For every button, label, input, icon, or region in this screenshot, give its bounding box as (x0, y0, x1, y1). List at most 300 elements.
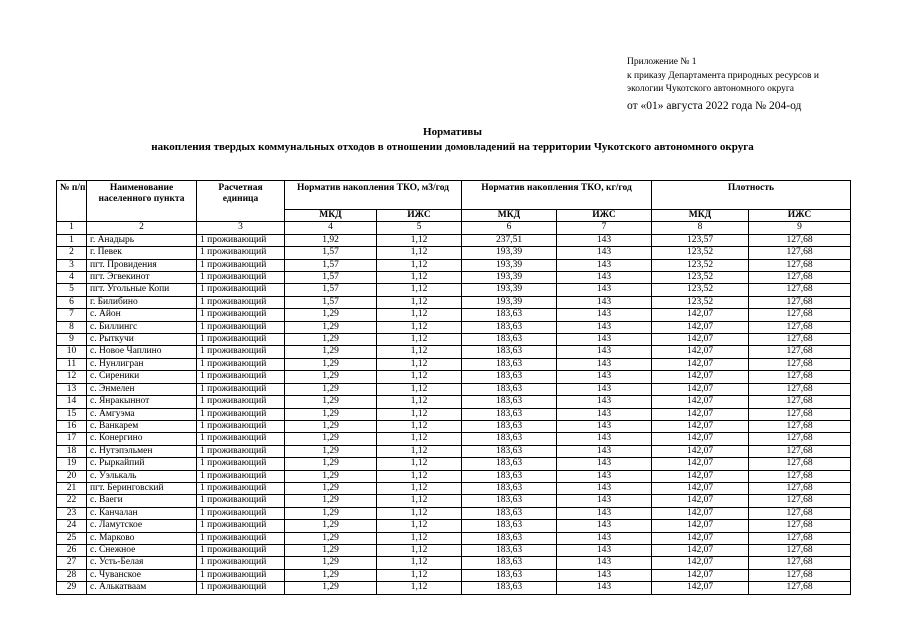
norm-kg-mkd: 183,63 (462, 495, 557, 507)
norm-kg-izhs: 143 (557, 321, 652, 333)
table-row (57, 284, 851, 296)
row-number: 2 (57, 247, 87, 259)
density-mkd: 123,52 (652, 272, 749, 284)
density-mkd: 142,07 (652, 507, 749, 519)
norm-m3-mkd: 1,29 (285, 309, 377, 321)
row-number: 27 (57, 557, 87, 569)
norm-m3-izhs: 1,12 (377, 296, 462, 308)
density-izhs: 127,68 (749, 296, 851, 308)
norm-kg-izhs: 143 (557, 234, 652, 246)
density-mkd: 123,52 (652, 247, 749, 259)
norm-kg-izhs: 143 (557, 470, 652, 482)
density-mkd: 123,52 (652, 259, 749, 271)
norm-m3-izhs: 1,12 (377, 259, 462, 271)
calc-unit: 1 проживающий (197, 520, 285, 532)
norm-m3-mkd: 1,29 (285, 495, 377, 507)
norm-m3-mkd: 1,57 (285, 259, 377, 271)
norm-kg-izhs: 143 (557, 272, 652, 284)
density-mkd: 142,07 (652, 358, 749, 370)
table-row (57, 408, 851, 420)
calc-unit: 1 проживающий (197, 544, 285, 556)
row-number: 4 (57, 272, 87, 284)
norm-m3-izhs: 1,12 (377, 309, 462, 321)
calc-unit: 1 проживающий (197, 321, 285, 333)
calc-unit: 1 проживающий (197, 358, 285, 370)
table-row (57, 569, 851, 581)
norm-m3-izhs: 1,12 (377, 371, 462, 383)
header-mkd: МКД (285, 210, 377, 222)
calc-unit: 1 проживающий (197, 482, 285, 494)
density-izhs: 127,68 (749, 272, 851, 284)
calc-unit: 1 проживающий (197, 532, 285, 544)
density-mkd: 123,52 (652, 296, 749, 308)
row-number: 7 (57, 309, 87, 321)
norm-kg-izhs: 143 (557, 358, 652, 370)
density-izhs: 127,68 (749, 582, 851, 594)
norm-kg-mkd: 193,39 (462, 272, 557, 284)
norm-kg-izhs: 143 (557, 544, 652, 556)
settlement-name: с. Нутэпэльмен (87, 445, 197, 457)
row-number: 23 (57, 507, 87, 519)
norm-m3-izhs: 1,12 (377, 396, 462, 408)
row-number: 13 (57, 383, 87, 395)
norm-m3-mkd: 1,29 (285, 408, 377, 420)
settlement-name: с. Айон (87, 309, 197, 321)
row-number: 18 (57, 445, 87, 457)
norm-kg-izhs: 143 (557, 259, 652, 271)
column-index: 9 (749, 222, 851, 234)
calc-unit: 1 проживающий (197, 420, 285, 432)
norm-m3-mkd: 1,29 (285, 482, 377, 494)
table-row (57, 557, 851, 569)
norm-m3-mkd: 1,29 (285, 420, 377, 432)
settlement-name: с. Биллингс (87, 321, 197, 333)
norms-table (56, 180, 851, 595)
calc-unit: 1 проживающий (197, 569, 285, 581)
settlement-name: пгт. Угольные Копи (87, 284, 197, 296)
norm-kg-izhs: 143 (557, 532, 652, 544)
norm-m3-izhs: 1,12 (377, 544, 462, 556)
calc-unit: 1 проживающий (197, 507, 285, 519)
density-mkd: 142,07 (652, 420, 749, 432)
norm-m3-izhs: 1,12 (377, 520, 462, 532)
calc-unit: 1 проживающий (197, 272, 285, 284)
density-izhs: 127,68 (749, 371, 851, 383)
appendix-line: к приказу Департамента природных ресурсов и (627, 70, 819, 81)
density-izhs: 127,68 (749, 470, 851, 482)
row-number: 6 (57, 296, 87, 308)
density-mkd: 142,07 (652, 544, 749, 556)
table-row (57, 495, 851, 507)
norm-m3-izhs: 1,12 (377, 482, 462, 494)
row-number: 16 (57, 420, 87, 432)
settlement-name: с. Ламутское (87, 520, 197, 532)
norm-m3-mkd: 1,29 (285, 544, 377, 556)
density-izhs: 127,68 (749, 532, 851, 544)
density-izhs: 127,68 (749, 247, 851, 259)
settlement-name: с. Янракыннот (87, 396, 197, 408)
row-number: 9 (57, 334, 87, 346)
table-row (57, 470, 851, 482)
norm-kg-mkd: 183,63 (462, 383, 557, 395)
row-number: 15 (57, 408, 87, 420)
norm-kg-izhs: 143 (557, 482, 652, 494)
density-izhs: 127,68 (749, 520, 851, 532)
density-mkd: 142,07 (652, 383, 749, 395)
norm-m3-mkd: 1,29 (285, 371, 377, 383)
table-row (57, 321, 851, 333)
norm-kg-mkd: 183,63 (462, 433, 557, 445)
header-num: № п/п (57, 181, 87, 222)
settlement-name: с. Конергино (87, 433, 197, 445)
row-number: 20 (57, 470, 87, 482)
norm-kg-izhs: 143 (557, 408, 652, 420)
density-izhs: 127,68 (749, 234, 851, 246)
norm-m3-izhs: 1,12 (377, 383, 462, 395)
table-row (57, 309, 851, 321)
density-mkd: 142,07 (652, 582, 749, 594)
density-izhs: 127,68 (749, 495, 851, 507)
table-row (57, 445, 851, 457)
norm-m3-mkd: 1,29 (285, 358, 377, 370)
norm-m3-mkd: 1,57 (285, 284, 377, 296)
settlement-name: пгт. Провидения (87, 259, 197, 271)
norm-kg-mkd: 193,39 (462, 259, 557, 271)
density-mkd: 142,07 (652, 321, 749, 333)
settlement-name: пгт. Беринговский (87, 482, 197, 494)
norm-kg-izhs: 143 (557, 309, 652, 321)
norm-m3-mkd: 1,29 (285, 470, 377, 482)
density-mkd: 123,52 (652, 284, 749, 296)
norm-m3-mkd: 1,29 (285, 321, 377, 333)
density-izhs: 127,68 (749, 346, 851, 358)
table-row (57, 383, 851, 395)
norm-m3-izhs: 1,12 (377, 470, 462, 482)
document-title: Нормативы (423, 126, 482, 138)
density-mkd: 142,07 (652, 520, 749, 532)
norm-kg-mkd: 183,63 (462, 396, 557, 408)
table-row (57, 532, 851, 544)
calc-unit: 1 проживающий (197, 334, 285, 346)
density-mkd: 142,07 (652, 445, 749, 457)
norm-m3-izhs: 1,12 (377, 458, 462, 470)
norm-kg-mkd: 183,63 (462, 458, 557, 470)
norm-m3-izhs: 1,12 (377, 420, 462, 432)
density-izhs: 127,68 (749, 321, 851, 333)
calc-unit: 1 проживающий (197, 247, 285, 259)
norm-kg-mkd: 183,63 (462, 408, 557, 420)
norm-m3-izhs: 1,12 (377, 408, 462, 420)
column-index: 7 (557, 222, 652, 234)
norm-kg-mkd: 183,63 (462, 520, 557, 532)
norm-kg-izhs: 143 (557, 371, 652, 383)
header-mkd: МКД (462, 210, 557, 222)
norm-kg-mkd: 183,63 (462, 532, 557, 544)
table-row (57, 458, 851, 470)
density-izhs: 127,68 (749, 507, 851, 519)
table-row (57, 544, 851, 556)
calc-unit: 1 проживающий (197, 495, 285, 507)
norm-m3-mkd: 1,29 (285, 445, 377, 457)
settlement-name: с. Марково (87, 532, 197, 544)
row-number: 24 (57, 520, 87, 532)
density-izhs: 127,68 (749, 309, 851, 321)
norm-m3-izhs: 1,12 (377, 346, 462, 358)
norm-kg-mkd: 183,63 (462, 507, 557, 519)
settlement-name: с. Ваеги (87, 495, 197, 507)
table-row (57, 334, 851, 346)
norm-m3-izhs: 1,12 (377, 445, 462, 457)
row-number: 19 (57, 458, 87, 470)
norm-m3-izhs: 1,12 (377, 321, 462, 333)
norm-kg-mkd: 183,63 (462, 334, 557, 346)
table-row (57, 234, 851, 246)
norm-kg-mkd: 183,63 (462, 309, 557, 321)
norm-m3-izhs: 1,12 (377, 569, 462, 581)
table-row (57, 358, 851, 370)
settlement-name: с. Новое Чаплино (87, 346, 197, 358)
norm-kg-izhs: 143 (557, 445, 652, 457)
norm-kg-mkd: 183,63 (462, 321, 557, 333)
norm-kg-mkd: 193,39 (462, 247, 557, 259)
header-norm-m3: Норматив накопления ТКО, м3/год (285, 181, 462, 210)
norm-kg-izhs: 143 (557, 247, 652, 259)
header-izhs: ИЖС (377, 210, 462, 222)
norm-m3-mkd: 1,29 (285, 396, 377, 408)
appendix-block (627, 56, 819, 114)
norm-kg-izhs: 143 (557, 420, 652, 432)
table-row (57, 371, 851, 383)
document-subtitle: накопления твердых коммунальных отходов в отношении домовладений на территории Чукотского автономного округа (151, 141, 754, 153)
norm-m3-mkd: 1,29 (285, 569, 377, 581)
norm-m3-mkd: 1,92 (285, 234, 377, 246)
norm-m3-mkd: 1,29 (285, 433, 377, 445)
norm-m3-mkd: 1,57 (285, 296, 377, 308)
density-izhs: 127,68 (749, 408, 851, 420)
norm-m3-izhs: 1,12 (377, 582, 462, 594)
settlement-name: с. Нунлигран (87, 358, 197, 370)
density-izhs: 127,68 (749, 544, 851, 556)
norm-kg-izhs: 143 (557, 296, 652, 308)
calc-unit: 1 проживающий (197, 346, 285, 358)
calc-unit: 1 проживающий (197, 296, 285, 308)
settlement-name: с. Усть-Белая (87, 557, 197, 569)
header-izhs: ИЖС (749, 210, 851, 222)
density-mkd: 142,07 (652, 433, 749, 445)
density-mkd: 142,07 (652, 532, 749, 544)
table-row (57, 396, 851, 408)
density-mkd: 142,07 (652, 569, 749, 581)
density-mkd: 142,07 (652, 557, 749, 569)
row-number: 17 (57, 433, 87, 445)
table-row (57, 247, 851, 259)
norm-m3-mkd: 1,29 (285, 520, 377, 532)
norm-kg-mkd: 183,63 (462, 420, 557, 432)
density-izhs: 127,68 (749, 569, 851, 581)
settlement-name: с. Алькатваам (87, 582, 197, 594)
norm-m3-mkd: 1,29 (285, 582, 377, 594)
row-number: 21 (57, 482, 87, 494)
density-izhs: 127,68 (749, 557, 851, 569)
table-row (57, 296, 851, 308)
density-mkd: 142,07 (652, 458, 749, 470)
norm-m3-izhs: 1,12 (377, 247, 462, 259)
calc-unit: 1 проживающий (197, 259, 285, 271)
norm-kg-mkd: 183,63 (462, 582, 557, 594)
norm-m3-izhs: 1,12 (377, 532, 462, 544)
column-index: 3 (197, 222, 285, 234)
table-row (57, 346, 851, 358)
settlement-name: с. Рыткучи (87, 334, 197, 346)
settlement-name: с. Сиреники (87, 371, 197, 383)
settlement-name: с. Уэлькаль (87, 470, 197, 482)
row-number: 28 (57, 569, 87, 581)
table-row (57, 259, 851, 271)
calc-unit: 1 проживающий (197, 371, 285, 383)
norm-kg-mkd: 183,63 (462, 569, 557, 581)
norm-m3-izhs: 1,12 (377, 272, 462, 284)
norm-m3-izhs: 1,12 (377, 433, 462, 445)
norm-kg-izhs: 143 (557, 396, 652, 408)
settlement-name: с. Рыркайпий (87, 458, 197, 470)
settlement-name: с. Канчалан (87, 507, 197, 519)
settlement-name: с. Чуванское (87, 569, 197, 581)
settlement-name: г. Анадырь (87, 234, 197, 246)
norm-kg-mkd: 183,63 (462, 557, 557, 569)
settlement-name: пгт. Эгвекинот (87, 272, 197, 284)
header-unit: Расчетная единица (197, 181, 285, 222)
calc-unit: 1 проживающий (197, 433, 285, 445)
settlement-name: с. Ванкарем (87, 420, 197, 432)
appendix-line: Приложение № 1 (627, 57, 697, 67)
column-index: 6 (462, 222, 557, 234)
appendix-date: от «01» августа 2022 года № 204-од (627, 99, 802, 112)
density-izhs: 127,68 (749, 420, 851, 432)
row-number: 10 (57, 346, 87, 358)
density-mkd: 142,07 (652, 408, 749, 420)
row-number: 22 (57, 495, 87, 507)
density-mkd: 142,07 (652, 396, 749, 408)
norm-m3-izhs: 1,12 (377, 507, 462, 519)
column-index-row (57, 222, 851, 234)
settlement-name: г. Певек (87, 247, 197, 259)
norm-m3-izhs: 1,12 (377, 234, 462, 246)
row-number: 8 (57, 321, 87, 333)
norm-kg-izhs: 143 (557, 569, 652, 581)
row-number: 12 (57, 371, 87, 383)
calc-unit: 1 проживающий (197, 408, 285, 420)
column-index: 4 (285, 222, 377, 234)
calc-unit: 1 проживающий (197, 383, 285, 395)
header-izhs: ИЖС (557, 210, 652, 222)
density-mkd: 142,07 (652, 470, 749, 482)
density-mkd: 123,57 (652, 234, 749, 246)
norm-kg-mkd: 183,63 (462, 544, 557, 556)
calc-unit: 1 проживающий (197, 284, 285, 296)
norm-m3-mkd: 1,29 (285, 346, 377, 358)
settlement-name: г. Билибино (87, 296, 197, 308)
norm-m3-mkd: 1,29 (285, 507, 377, 519)
norm-kg-mkd: 183,63 (462, 445, 557, 457)
column-index: 8 (652, 222, 749, 234)
calc-unit: 1 проживающий (197, 234, 285, 246)
appendix-line: экологии Чукотского автономного округа (627, 84, 794, 94)
norm-kg-mkd: 193,39 (462, 284, 557, 296)
norm-m3-mkd: 1,29 (285, 532, 377, 544)
density-izhs: 127,68 (749, 482, 851, 494)
norm-m3-mkd: 1,29 (285, 557, 377, 569)
table-row (57, 482, 851, 494)
norm-m3-mkd: 1,29 (285, 334, 377, 346)
norm-kg-izhs: 143 (557, 433, 652, 445)
norm-kg-izhs: 143 (557, 520, 652, 532)
header-mkd: МКД (652, 210, 749, 222)
settlement-name: с. Энмелен (87, 383, 197, 395)
norm-kg-izhs: 143 (557, 557, 652, 569)
calc-unit: 1 проживающий (197, 470, 285, 482)
header-norm-kg: Норматив накопления ТКО, кг/год (462, 181, 652, 210)
settlement-name: с. Амгуэма (87, 408, 197, 420)
norm-kg-mkd: 237,51 (462, 234, 557, 246)
column-index: 5 (377, 222, 462, 234)
density-mkd: 142,07 (652, 371, 749, 383)
norm-kg-izhs: 143 (557, 334, 652, 346)
norm-kg-izhs: 143 (557, 495, 652, 507)
density-mkd: 142,07 (652, 346, 749, 358)
density-izhs: 127,68 (749, 334, 851, 346)
row-number: 26 (57, 544, 87, 556)
row-number: 29 (57, 582, 87, 594)
row-number: 14 (57, 396, 87, 408)
row-number: 11 (57, 358, 87, 370)
density-mkd: 142,07 (652, 309, 749, 321)
norm-kg-mkd: 183,63 (462, 470, 557, 482)
norm-kg-mkd: 183,63 (462, 358, 557, 370)
density-izhs: 127,68 (749, 259, 851, 271)
norm-kg-izhs: 143 (557, 383, 652, 395)
density-mkd: 142,07 (652, 495, 749, 507)
norm-kg-izhs: 143 (557, 507, 652, 519)
row-number: 3 (57, 259, 87, 271)
norm-kg-izhs: 143 (557, 458, 652, 470)
calc-unit: 1 проживающий (197, 396, 285, 408)
density-izhs: 127,68 (749, 358, 851, 370)
row-number: 5 (57, 284, 87, 296)
norm-m3-mkd: 1,29 (285, 383, 377, 395)
density-izhs: 127,68 (749, 433, 851, 445)
norm-kg-mkd: 183,63 (462, 346, 557, 358)
calc-unit: 1 проживающий (197, 309, 285, 321)
density-izhs: 127,68 (749, 445, 851, 457)
calc-unit: 1 проживающий (197, 445, 285, 457)
norm-kg-izhs: 143 (557, 284, 652, 296)
table-row (57, 433, 851, 445)
calc-unit: 1 проживающий (197, 582, 285, 594)
norm-m3-izhs: 1,12 (377, 358, 462, 370)
table-body (57, 222, 851, 594)
calc-unit: 1 проживающий (197, 557, 285, 569)
table-row (57, 272, 851, 284)
norm-kg-mkd: 193,39 (462, 296, 557, 308)
table-row (57, 507, 851, 519)
density-mkd: 142,07 (652, 334, 749, 346)
density-izhs: 127,68 (749, 458, 851, 470)
header-name: Наименование населенного пункта (87, 181, 197, 222)
table-row (57, 582, 851, 594)
norm-kg-mkd: 183,63 (462, 482, 557, 494)
density-izhs: 127,68 (749, 396, 851, 408)
norm-m3-izhs: 1,12 (377, 334, 462, 346)
